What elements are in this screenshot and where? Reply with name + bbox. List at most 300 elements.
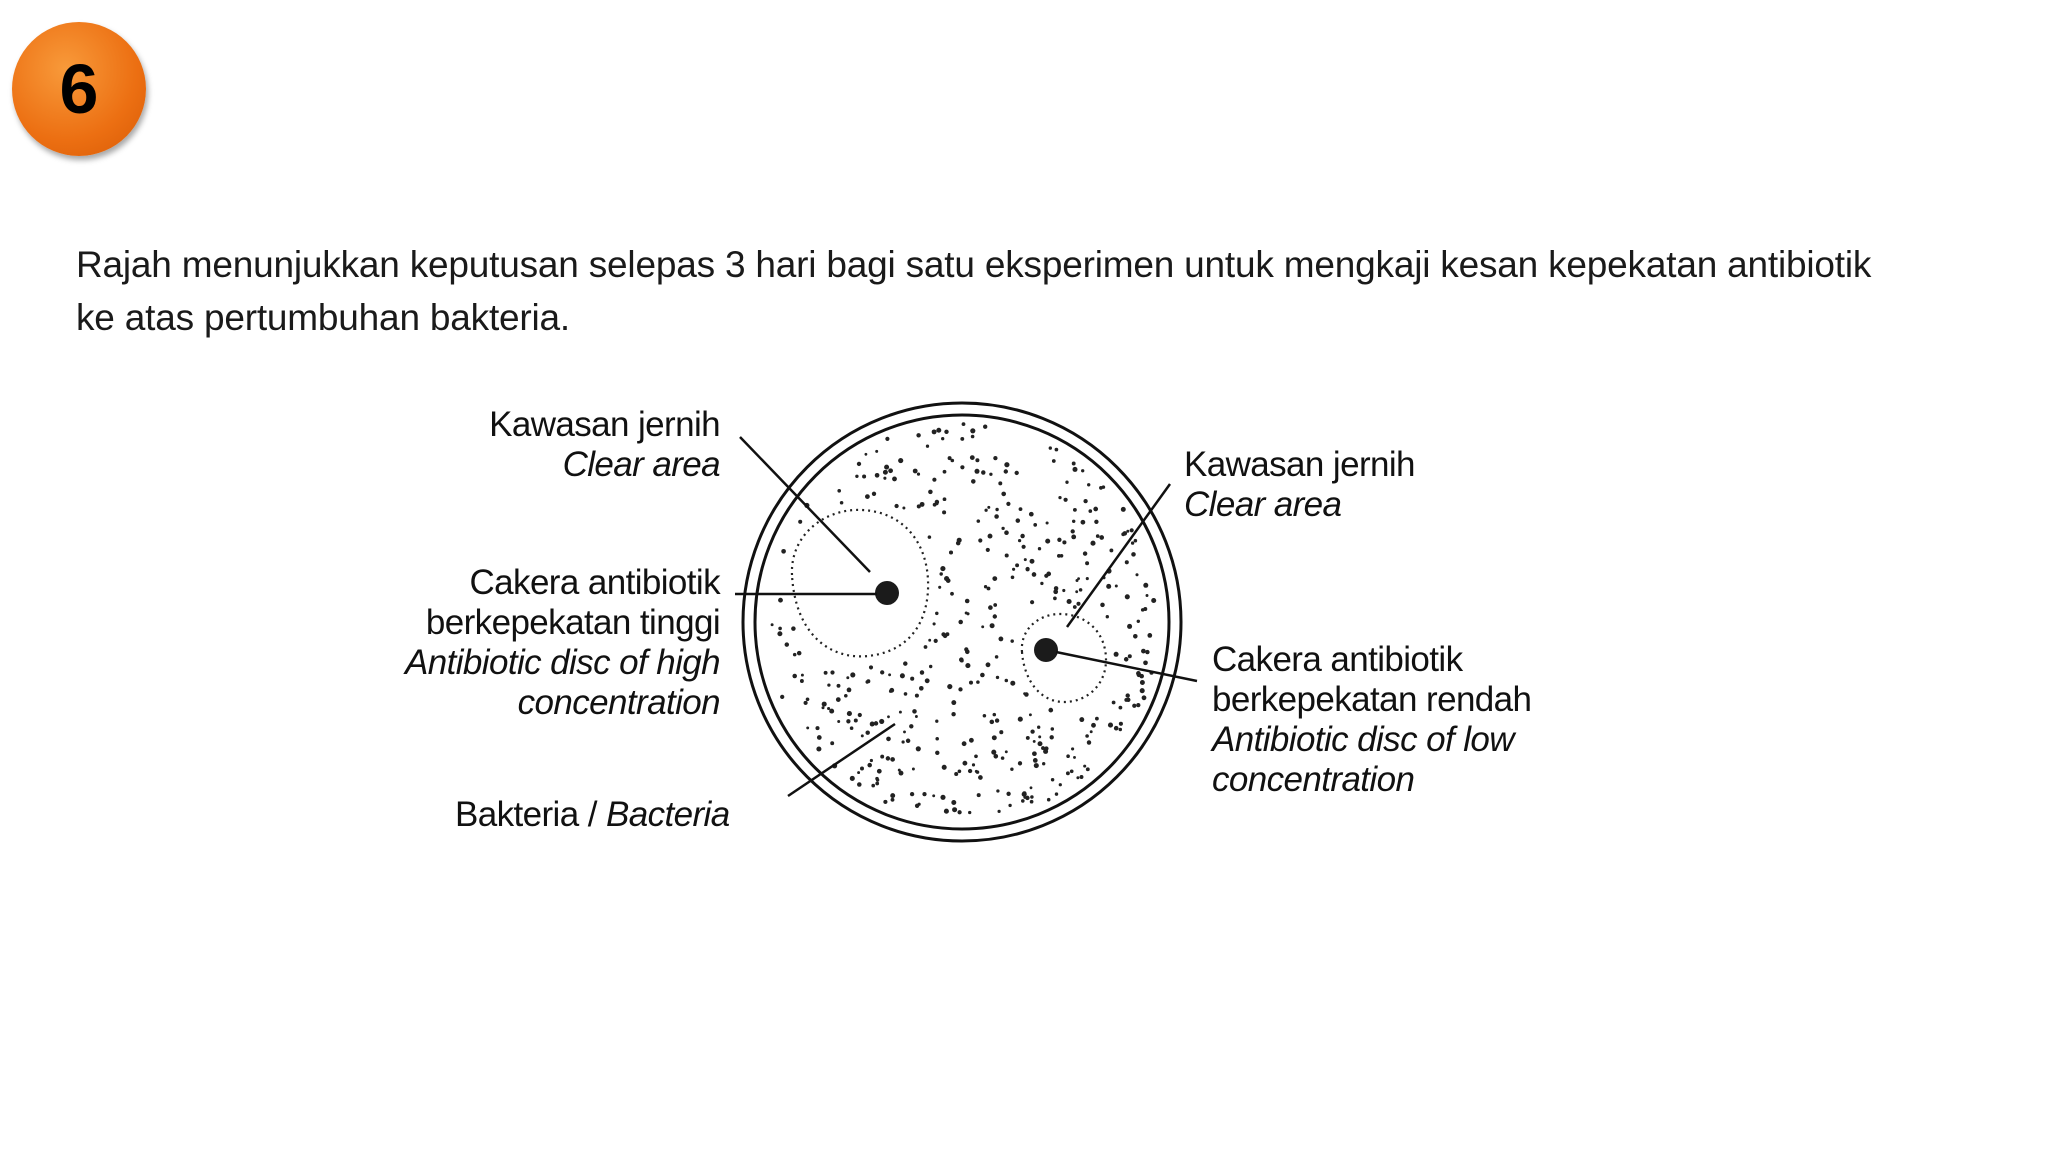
bacteria-dot: [993, 603, 997, 607]
bacteria-dot: [800, 679, 804, 683]
bacteria-dot: [1049, 446, 1052, 449]
bacteria-dot: [1075, 590, 1078, 593]
bacteria-dot: [988, 534, 993, 539]
bacteria-dot: [1121, 532, 1125, 536]
bacteria-dot: [976, 680, 980, 684]
question-line-1: Rajah menunjukkan keputusan selepas 3 hari bagi satu eksperimen untuk mengkaji kesan kepekatan antibiotik: [76, 244, 1872, 285]
bacteria-dot: [962, 761, 967, 766]
bacteria-dot: [996, 789, 999, 792]
bacteria-dot: [890, 793, 895, 798]
bacteria-dot: [1021, 799, 1025, 803]
bacteria-dot: [995, 718, 999, 722]
bacteria-dot: [815, 726, 819, 730]
bacteria-dot: [917, 504, 921, 508]
bacteria-dot: [1055, 448, 1059, 452]
bacteria-dot: [1099, 486, 1103, 490]
bacteria-dot: [1108, 723, 1113, 728]
bacteria-dot: [1096, 534, 1100, 538]
bacteria-dot: [894, 504, 898, 508]
bacteria-dot: [1030, 786, 1033, 789]
label-clear-area-right-malay: Kawasan jernih: [1184, 445, 1415, 484]
bacteria-dot: [991, 750, 996, 755]
bacteria-dot: [903, 661, 907, 665]
bacteria-dot: [1050, 735, 1054, 739]
bacteria-dot: [986, 662, 991, 667]
bacteria-dot: [919, 686, 924, 691]
bacteria-dot: [1087, 483, 1090, 486]
bacteria-dot: [912, 768, 915, 771]
bacteria-dot: [886, 756, 890, 760]
bacteria-dot: [1004, 530, 1009, 535]
bacteria-dot: [1015, 471, 1019, 475]
bacteria-dot: [857, 462, 861, 466]
bacteria-dot: [1083, 765, 1086, 768]
bacteria-dot: [1070, 769, 1074, 773]
bacteria-dot: [965, 599, 970, 604]
bacteria-dot: [865, 730, 869, 734]
label-high-disc: [300, 563, 720, 723]
label-clear-area-left-malay: Kawasan jernih: [489, 405, 720, 444]
bacteria-dot: [1085, 734, 1089, 738]
bacteria-dot: [1119, 728, 1122, 731]
bacteria-dot: [1088, 509, 1092, 513]
bacteria-dot: [1033, 758, 1038, 763]
bacteria-dot: [1063, 498, 1067, 502]
bacteria-dot: [791, 626, 796, 631]
bacteria-dot: [1140, 680, 1145, 685]
bacteria-dot: [898, 458, 903, 463]
bacteria-dot: [804, 701, 808, 705]
bacteria-dot: [1079, 588, 1083, 592]
bacteria-dot: [1131, 552, 1136, 557]
bacteria-dot: [1076, 776, 1079, 779]
bacteria-dot: [837, 489, 841, 493]
bacteria-dot: [1038, 547, 1041, 550]
bacteria-dot: [1047, 798, 1051, 802]
bacteria-dot: [1066, 771, 1070, 775]
bacteria-dot: [1006, 792, 1010, 796]
bacteria-dot: [1071, 529, 1075, 533]
bacteria-dot: [924, 645, 928, 649]
bacteria-dot: [875, 473, 880, 478]
label-high-disc-malay-2: berkepekatan tinggi: [425, 603, 720, 642]
leader-clear-area-right: [1067, 484, 1170, 627]
bacteria-dot: [903, 730, 906, 733]
bacteria-dot: [944, 576, 949, 581]
bacteria-dot: [942, 765, 947, 770]
bacteria-dot: [983, 714, 987, 718]
bacteria-dot: [874, 721, 878, 725]
bacteria-dot: [1046, 572, 1051, 577]
bacteria-dot: [862, 474, 866, 478]
bacteria-dot: [964, 647, 968, 651]
bacteria-dot: [824, 671, 828, 675]
bacteria-dot: [910, 792, 914, 796]
bacteria-dot: [942, 510, 946, 514]
bacteria-dot: [1030, 729, 1034, 733]
bacteria-dot: [1145, 650, 1149, 654]
bacteria-dot: [929, 665, 932, 668]
bacteria-dot: [900, 673, 905, 678]
bacteria-dot: [1005, 553, 1009, 557]
bacteria-dot: [1030, 559, 1035, 564]
bacteria-dot: [1005, 679, 1009, 683]
bacteria-dot: [970, 455, 975, 460]
bacteria-dot: [861, 734, 864, 737]
bacteria-dot: [1142, 695, 1147, 700]
bacteria-dot: [1020, 534, 1024, 538]
bacteria-dot: [837, 684, 841, 688]
bacteria-dot: [1040, 582, 1043, 585]
bacteria-dot: [883, 477, 886, 480]
bacteria-dot: [1032, 751, 1037, 756]
bacteria-dot: [1032, 572, 1037, 577]
bacteria-dot: [951, 459, 955, 463]
bacteria-dot: [1053, 597, 1057, 601]
bacteria-dot: [971, 435, 975, 439]
bacteria-dot: [798, 520, 802, 524]
bacteria-dot: [915, 804, 919, 808]
bacteria-dot: [876, 778, 879, 781]
bacteria-dot: [935, 502, 939, 506]
bacteria-dot: [1137, 673, 1142, 678]
bacteria-dot: [1016, 518, 1021, 523]
label-bacteria: [455, 795, 815, 835]
bacteria-dot: [936, 428, 941, 433]
bacteria-dot: [944, 430, 948, 434]
bacteria-dot: [1033, 523, 1037, 527]
bacteria-dot: [880, 670, 884, 674]
bacteria-dot: [1086, 577, 1089, 580]
bacteria-dot: [975, 469, 980, 474]
bacteria-dot: [1042, 762, 1045, 765]
bacteria-dot: [1008, 804, 1011, 807]
bacteria-dot: [957, 538, 962, 543]
bacteria-dot: [797, 651, 802, 656]
bacteria-dot: [771, 623, 774, 626]
bacteria-dot: [888, 468, 893, 473]
bacteria-dot: [1062, 540, 1066, 544]
bacteria-dot: [850, 672, 855, 677]
bacteria-dot: [1048, 708, 1053, 713]
clear-area-high: [792, 510, 928, 656]
bacteria-dot: [1018, 717, 1023, 722]
bacteria-dot: [1130, 528, 1134, 532]
bacteria-dot: [1057, 538, 1061, 542]
bacteria-dot: [1071, 534, 1076, 539]
bacteria-dot: [1083, 499, 1087, 503]
bacteria-dot: [1073, 756, 1076, 759]
bacteria-dot: [940, 566, 945, 571]
bacteria-dot: [910, 677, 914, 681]
bacteria-dot: [1109, 548, 1113, 552]
bacteria-dot: [1022, 791, 1026, 795]
bacteria-dot: [884, 465, 889, 470]
bacteria-dot: [935, 751, 939, 755]
bacteria-dot: [1146, 594, 1149, 597]
bacteria-dot: [1043, 749, 1048, 754]
bacteria-dot: [1058, 496, 1061, 499]
bacteria-dot: [941, 437, 944, 440]
bacteria-dot: [827, 707, 830, 710]
bacteria-dot: [952, 807, 957, 812]
bacteria-dot: [922, 792, 926, 796]
bacteria-dot: [1131, 541, 1134, 544]
bacteria-dot: [1090, 541, 1095, 546]
bacteria-dot: [1010, 639, 1013, 642]
bacteria-dot: [1081, 520, 1086, 525]
bacteria-dot: [1001, 492, 1006, 497]
bacteria-dot: [993, 713, 997, 717]
bacteria-dot: [891, 798, 895, 802]
bacteria-dot: [857, 771, 860, 774]
bacteria-dot: [1143, 660, 1148, 665]
bacteria-dot: [885, 437, 889, 441]
bacteria-dot: [906, 739, 911, 744]
bacteria-dot: [889, 688, 894, 693]
label-low-disc: [1212, 640, 1632, 800]
bacteria-dot: [899, 771, 904, 776]
bacteria-dot: [1062, 589, 1065, 592]
bacteria-dot: [1077, 577, 1080, 580]
bacteria-dot: [816, 746, 821, 751]
bacteria-dot: [932, 794, 935, 797]
bacteria-dot: [778, 627, 782, 631]
bacteria-dot: [1059, 783, 1062, 786]
bacteria-dot: [971, 479, 976, 484]
label-clear-area-right: [1184, 445, 1514, 525]
bacteria-dot: [1052, 459, 1056, 463]
bacteria-dot: [951, 700, 956, 705]
bacteria-dot: [1137, 620, 1140, 623]
bacteria-dot: [822, 702, 827, 707]
bacteria-dot: [958, 769, 962, 773]
label-clear-area-right-english: Clear area: [1184, 485, 1342, 524]
bacteria-dot: [1018, 539, 1021, 542]
bacteria-dot: [1125, 594, 1130, 599]
bacteria-dot: [968, 811, 971, 814]
bacteria-dot: [865, 453, 868, 456]
bacteria-dot: [1051, 727, 1054, 730]
bacteria-dot: [983, 425, 987, 429]
bacteria-dot: [938, 586, 941, 589]
label-high-disc-english-1: Antibiotic disc of high: [405, 643, 720, 682]
bacteria-dot: [1100, 603, 1105, 608]
bacteria-dot: [928, 639, 931, 642]
bacteria-dot: [926, 445, 929, 448]
bacteria-dot: [965, 611, 968, 614]
bacteria-dot: [1072, 467, 1077, 472]
bacteria-dot: [1126, 693, 1130, 697]
bacteria-dot: [888, 673, 891, 676]
bacteria-dot: [928, 490, 933, 495]
bacteria-dot: [917, 473, 920, 476]
bacteria-dot: [1094, 520, 1098, 524]
label-bacteria-malay: Bakteria /: [455, 795, 606, 834]
bacteria-dot: [1030, 800, 1034, 804]
bacteria-dot: [1099, 535, 1104, 540]
bacteria-dot: [806, 726, 809, 729]
bacteria-dot: [1012, 568, 1015, 571]
bacteria-dot: [1093, 507, 1098, 512]
bacteria-dot: [1038, 741, 1043, 746]
bacteria-dot: [962, 422, 966, 426]
bacteria-dot: [1026, 567, 1030, 571]
bacteria-dot: [1019, 507, 1023, 511]
bacteria-dot: [912, 709, 917, 714]
bacteria-dot: [1119, 722, 1123, 726]
bacteria-dot: [1029, 512, 1034, 517]
bacteria-dot: [1024, 692, 1029, 697]
clear-area-low: [1022, 614, 1106, 702]
bacteria-dot: [1010, 767, 1013, 770]
question-line-2: ke atas pertumbuhan bakteria.: [76, 297, 571, 338]
bacteria-dot: [1029, 713, 1032, 716]
bacteria-dot: [1133, 634, 1138, 639]
bacteria-dot: [1067, 599, 1072, 604]
bacteria-dot: [892, 476, 897, 481]
label-low-disc-english-1: Antibiotic disc of low: [1212, 720, 1514, 759]
bacteria-dot: [875, 782, 879, 786]
bacteria-dot: [992, 576, 997, 581]
bacteria-dot: [970, 428, 975, 433]
label-clear-area-left-english: Clear area: [562, 445, 720, 484]
bacteria-dot: [904, 692, 908, 696]
label-low-disc-malay-1: Cakera antibiotik: [1212, 640, 1463, 679]
bacteria-dot: [1106, 584, 1111, 589]
bacteria-dot: [1126, 698, 1130, 702]
bacteria-dot: [981, 625, 984, 628]
bacteria-dot: [821, 706, 824, 709]
bacteria-dot: [806, 698, 810, 702]
bacteria-dot: [1060, 554, 1064, 558]
bacteria-dot: [847, 688, 852, 693]
bacteria-dot: [943, 633, 948, 638]
bacteria-dot: [1022, 545, 1026, 549]
bacteria-dot: [875, 450, 878, 453]
bacteria-dot: [915, 694, 919, 698]
bacteria-dot: [890, 757, 895, 762]
bacteria-dot: [975, 458, 979, 462]
bacteria-dot: [860, 767, 864, 771]
bacteria-dot: [992, 735, 997, 740]
bacteria-dot: [1034, 763, 1039, 768]
bacteria-dot: [951, 800, 956, 805]
antibiotic-disc-low: [1034, 638, 1058, 662]
bacteria-dot: [1121, 507, 1126, 512]
bacteria-dot: [969, 681, 973, 685]
bacteria-dot: [1135, 573, 1138, 576]
bacteria-dot: [1045, 539, 1050, 544]
bacteria-dot: [877, 769, 882, 774]
bacteria-dot: [1090, 730, 1093, 733]
bacteria-dot: [1033, 740, 1036, 743]
bacteria-dot: [997, 810, 1000, 813]
bacteria-dot: [827, 683, 830, 686]
bacteria-dot: [780, 695, 784, 699]
bacteria-dot: [778, 598, 783, 603]
bacteria-dot: [1030, 795, 1033, 798]
bacteria-dot: [1083, 551, 1087, 555]
bacteria-dot: [958, 687, 962, 691]
bacteria-dot: [1125, 560, 1129, 564]
bacteria-dot: [999, 730, 1003, 734]
bacteria-dot: [969, 738, 974, 743]
bacteria-dot: [1119, 706, 1123, 710]
bacteria-dot: [1087, 740, 1091, 744]
bacteria-dot: [1073, 605, 1077, 609]
bacteria-dot: [998, 636, 1003, 641]
bacteria-dot: [883, 470, 888, 475]
bacteria-dot: [951, 712, 955, 716]
bacteria-dot: [781, 549, 786, 554]
bacteria-dot: [1015, 563, 1019, 567]
bacteria-dot: [954, 772, 958, 776]
bacteria-dot: [902, 507, 905, 510]
bacteria-dot: [957, 810, 961, 814]
bacteria-dot: [958, 620, 963, 625]
bacteria-dot: [965, 663, 970, 668]
bacteria-dot: [932, 429, 937, 434]
bacteria-dot: [934, 639, 938, 643]
bacteria-dot: [962, 741, 967, 746]
bacteria-dot: [1051, 778, 1054, 781]
bacteria-dot: [996, 676, 999, 679]
bacteria-dot: [1001, 756, 1005, 760]
bacteria-dot: [949, 550, 953, 554]
bacteria-dot: [869, 665, 873, 669]
bacteria-dot: [1072, 520, 1075, 523]
bacteria-dot: [1046, 521, 1049, 524]
bacteria-dot: [1001, 527, 1004, 530]
bacteria-dot: [837, 720, 840, 723]
bacteria-dot: [887, 715, 890, 718]
bacteria-dot: [829, 709, 834, 714]
bacteria-dot: [847, 711, 852, 716]
bacteria-dot: [928, 535, 932, 539]
bacteria-dot: [1054, 586, 1059, 591]
bacteria-dot: [901, 740, 904, 743]
bacteria-dot: [935, 612, 938, 615]
bacteria-dot: [850, 726, 854, 730]
bacteria-dot: [1024, 558, 1027, 561]
bacteria-dot: [1026, 736, 1030, 740]
bacteria-dot: [1005, 750, 1008, 753]
bacteria-dot: [916, 746, 921, 751]
bacteria-dot: [940, 795, 945, 800]
bacteria-dot: [1081, 469, 1084, 472]
bacteria-dot: [870, 759, 873, 762]
bacteria-dot: [1006, 502, 1010, 506]
label-low-disc-english-2: concentration: [1212, 760, 1415, 799]
bacteria-dot: [943, 497, 947, 501]
bacteria-dot: [1114, 652, 1119, 657]
bacteria-dot: [844, 694, 848, 698]
bacteria-dot: [1141, 608, 1145, 612]
bacteria-dot: [1011, 575, 1015, 579]
question-number: 6: [59, 50, 99, 128]
bacteria-dot: [1004, 462, 1009, 467]
bacteria-dot: [872, 492, 876, 496]
bacteria-dot: [978, 775, 983, 780]
bacteria-dot: [1126, 530, 1129, 533]
bacteria-dot: [1115, 585, 1118, 588]
bacteria-dot: [995, 655, 999, 659]
bacteria-dot: [932, 478, 936, 482]
bacteria-dot: [980, 673, 985, 678]
bacteria-dot: [1072, 462, 1076, 466]
bacteria-dot: [1030, 600, 1034, 604]
